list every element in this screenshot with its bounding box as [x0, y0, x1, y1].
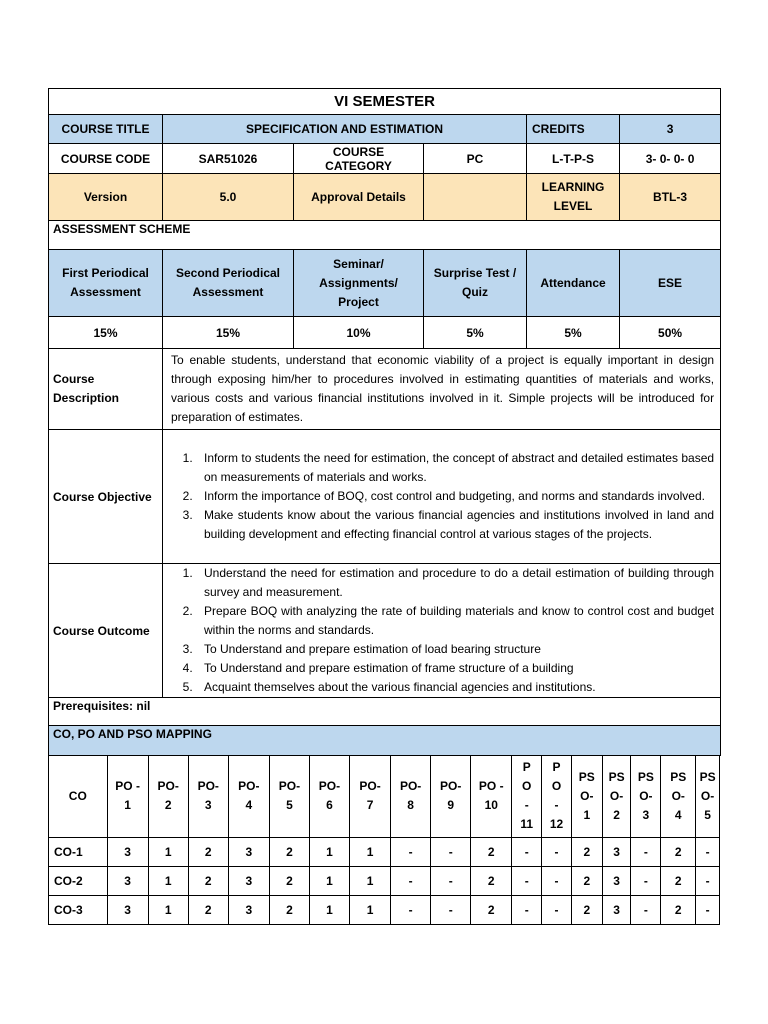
co-label: CO-1 [49, 837, 108, 866]
mapping-cell: - [696, 895, 720, 924]
co-label: CO-3 [49, 895, 108, 924]
mapping-cell: - [542, 895, 572, 924]
mapping-cell: 3 [228, 895, 269, 924]
mapping-cell: - [431, 895, 471, 924]
course-category-value: PC [424, 144, 527, 174]
po-header: PO- 9 [431, 756, 471, 837]
assessment-value: 15% [49, 317, 163, 349]
mapping-cell: - [512, 866, 542, 895]
mapping-cell: 2 [661, 837, 696, 866]
mapping-cell: 1 [309, 837, 349, 866]
table-row [49, 837, 720, 866]
assessment-header: Seminar/ Assignments/ Project [294, 250, 424, 317]
co-po-mapping-table [48, 756, 720, 925]
course-category-label: COURSE CATEGORY [294, 144, 424, 174]
assessment-values-row [49, 317, 721, 349]
mapping-cell: 2 [471, 895, 512, 924]
mapping-cell: 3 [107, 837, 148, 866]
learning-level-label: LEARNING LEVEL [527, 174, 620, 221]
assessment-header-row [49, 250, 721, 317]
assessment-value: 5% [527, 317, 620, 349]
learning-level-value: BTL-3 [620, 174, 721, 221]
mapping-cell: 2 [471, 866, 512, 895]
pso-header: PS O- 3 [631, 756, 661, 837]
prerequisites: Prerequisites: nil [49, 698, 721, 726]
po-header: PO - 1 [107, 756, 148, 837]
approval-value [424, 174, 527, 221]
list-item: 1. Understand the need for estimation and procedure to do a detail estimation of building through survey and measurement. [196, 564, 714, 602]
course-outcome-label: Course Outcome [49, 564, 163, 698]
list-item: 3. To Understand and prepare estimation of load bearing structure [196, 640, 714, 659]
assessment-value: 10% [294, 317, 424, 349]
version-value: 5.0 [163, 174, 294, 221]
pso-header: PS O- 1 [571, 756, 602, 837]
po-header: PO- 6 [309, 756, 349, 837]
mapping-cell: - [542, 866, 572, 895]
mapping-cell: 3 [228, 866, 269, 895]
mapping-cell: - [431, 837, 471, 866]
mapping-cell: - [512, 895, 542, 924]
po-header: PO- 7 [350, 756, 391, 837]
mapping-cell: 2 [571, 895, 602, 924]
credits-value: 3 [620, 115, 721, 144]
mapping-cell: 2 [571, 837, 602, 866]
mapping-cell: 2 [188, 837, 228, 866]
course-code-value: SAR51026 [163, 144, 294, 174]
assessment-value: 50% [620, 317, 721, 349]
mapping-cell: 2 [661, 866, 696, 895]
mapping-cell: 3 [107, 895, 148, 924]
mapping-cell: 2 [661, 895, 696, 924]
list-item: 2. Prepare BOQ with analyzing the rate of building materials and know to control cost and budget within the norms and standards. [196, 602, 714, 640]
list-item: 2. Inform the importance of BOQ, cost control and budgeting, and norms and standards involved. [196, 487, 714, 506]
assessment-value: 5% [424, 317, 527, 349]
assessment-header: Second Periodical Assessment [163, 250, 294, 317]
assessment-header: First Periodical Assessment [49, 250, 163, 317]
mapping-cell: 1 [350, 837, 391, 866]
mapping-cell: 1 [309, 895, 349, 924]
mapping-cell: 2 [269, 866, 309, 895]
mapping-cell: 3 [602, 866, 631, 895]
table-row [49, 866, 720, 895]
mapping-cell: - [631, 866, 661, 895]
mapping-cell: - [391, 895, 431, 924]
semester-title: VI SEMESTER [49, 89, 721, 115]
credits-label: CREDITS [527, 115, 620, 144]
mapping-cell: 2 [269, 895, 309, 924]
mapping-cell: 1 [148, 866, 188, 895]
mapping-body [49, 837, 720, 924]
mapping-cell: - [696, 837, 720, 866]
course-outcome-list [163, 564, 721, 698]
mapping-cell: 3 [228, 837, 269, 866]
course-title-label: COURSE TITLE [49, 115, 163, 144]
course-description-label: Course Description [49, 349, 163, 430]
co-label: CO-2 [49, 866, 108, 895]
mapping-cell: 2 [471, 837, 512, 866]
mapping-cell: - [391, 866, 431, 895]
po-header: P O - 11 [512, 756, 542, 837]
po-header: PO- 2 [148, 756, 188, 837]
po-header: PO- 4 [228, 756, 269, 837]
approval-label: Approval Details [294, 174, 424, 221]
pso-header: PS O- 5 [696, 756, 720, 837]
po-header: PO- 8 [391, 756, 431, 837]
course-objective-list [163, 430, 721, 564]
list-item: 3. Make students know about the various financial agencies and institutions involved in land and building development and effecting financial control at various stages of the projects. [196, 506, 714, 544]
mapping-cell: 1 [350, 895, 391, 924]
assessment-header: ESE [620, 250, 721, 317]
course-description-text: To enable students, understand that economic viability of a project is equally important in design through exposing him/her to procedures involved in estimating quantities of materials and works, various costs and various financial institutions involved in it. Simple projects will be introduced for preparation of estimates. [163, 349, 721, 430]
mapping-cell: 2 [188, 866, 228, 895]
course-info-table [48, 88, 721, 756]
mapping-cell: 3 [107, 866, 148, 895]
mapping-cell: 2 [269, 837, 309, 866]
assessment-heading: ASSESSMENT SCHEME [49, 221, 721, 250]
ltps-value: 3- 0- 0- 0 [620, 144, 721, 174]
mapping-cell: 1 [148, 895, 188, 924]
mapping-cell: - [696, 866, 720, 895]
list-item: 4. To Understand and prepare estimation of frame structure of a building [196, 659, 714, 678]
mapping-cell: 1 [309, 866, 349, 895]
mapping-cell: 1 [350, 866, 391, 895]
course-title-value: SPECIFICATION AND ESTIMATION [163, 115, 527, 144]
po-header: PO - 10 [471, 756, 512, 837]
course-code-label: COURSE CODE [49, 144, 163, 174]
po-header: PO- 3 [188, 756, 228, 837]
mapping-cell: - [431, 866, 471, 895]
ltps-label: L-T-P-S [527, 144, 620, 174]
po-header: PO- 5 [269, 756, 309, 837]
mapping-cell: - [512, 837, 542, 866]
mapping-cell: - [542, 837, 572, 866]
mapping-cell: - [631, 837, 661, 866]
mapping-heading: CO, PO AND PSO MAPPING [49, 726, 721, 756]
mapping-cell: - [391, 837, 431, 866]
pso-header: PS O- 2 [602, 756, 631, 837]
list-item: 1. Inform to students the need for estimation, the concept of abstract and detailed estimates based on measurements of materials and works. [196, 449, 714, 487]
assessment-header: Attendance [527, 250, 620, 317]
mapping-cell: 2 [188, 895, 228, 924]
mapping-cell: 3 [602, 837, 631, 866]
pso-header: PS O- 4 [661, 756, 696, 837]
mapping-cell: 1 [148, 837, 188, 866]
version-label: Version [49, 174, 163, 221]
list-item: 5. Acquaint themselves about the various financial agencies and institutions. [196, 678, 714, 697]
mapping-cell: 2 [571, 866, 602, 895]
syllabus-document [48, 88, 720, 925]
co-header: CO [49, 756, 108, 837]
mapping-cell: 3 [602, 895, 631, 924]
mapping-cell: - [631, 895, 661, 924]
po-header: P O - 12 [542, 756, 572, 837]
table-row [49, 895, 720, 924]
course-objective-label: Course Objective [49, 430, 163, 564]
assessment-value: 15% [163, 317, 294, 349]
mapping-header-row [49, 756, 720, 837]
assessment-header: Surprise Test / Quiz [424, 250, 527, 317]
